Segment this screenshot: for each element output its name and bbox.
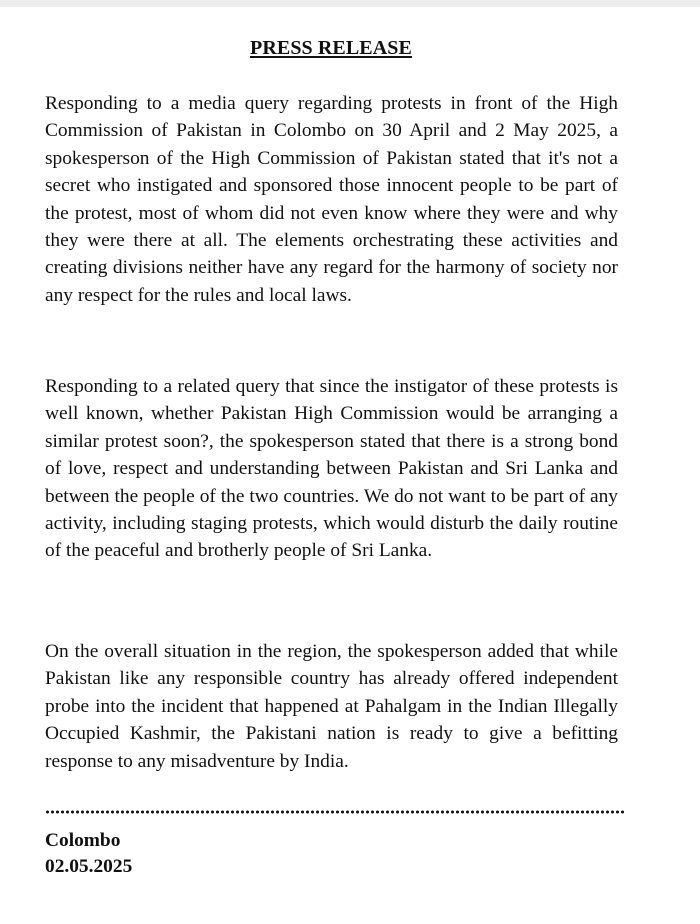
dotted-separator — [45, 810, 625, 814]
footer-location: Colombo — [45, 830, 121, 851]
document-title: PRESS RELEASE — [250, 37, 412, 59]
paragraph-2: Responding to a related query that since the instigator of these protests is well known, whether Pakistan High Commission would be arranging a similar protest soon?, the spokesperson stated that there is a strong bond of love, respect and understanding between Pakistan and Sri Lanka and between the people of the two countries. We do not want to be part of any activity, including staging protests, which would disturb the daily routine of the peaceful and brotherly people of Sri Lanka. — [45, 376, 618, 562]
paragraph-1: Responding to a media query regarding protests in front of the High Commission of Pakistan in Colombo on 30 April and 2 May 2025, a spokesperson of the High Commission of Pakistan stated that it's not a secret who instigated and sponsored those innocent people to be part of the protest, most of whom did not even know where they were and why they were there at all. The elements orchestrating these activities and creating divisions neither have any regard for the harmony of society nor any respect for the rules and local laws. — [45, 93, 618, 306]
paragraph-3: On the overall situation in the region, the spokesperson added that while Pakistan like any responsible country has already offered independent probe into the incident that happened at Pahalgam in the Indian Illegally Occupied Kashmir, the Pakistani nation is ready to give a befitting response to any misadventure by India. — [45, 641, 618, 772]
footer-date: 02.05.2025 — [45, 856, 133, 877]
